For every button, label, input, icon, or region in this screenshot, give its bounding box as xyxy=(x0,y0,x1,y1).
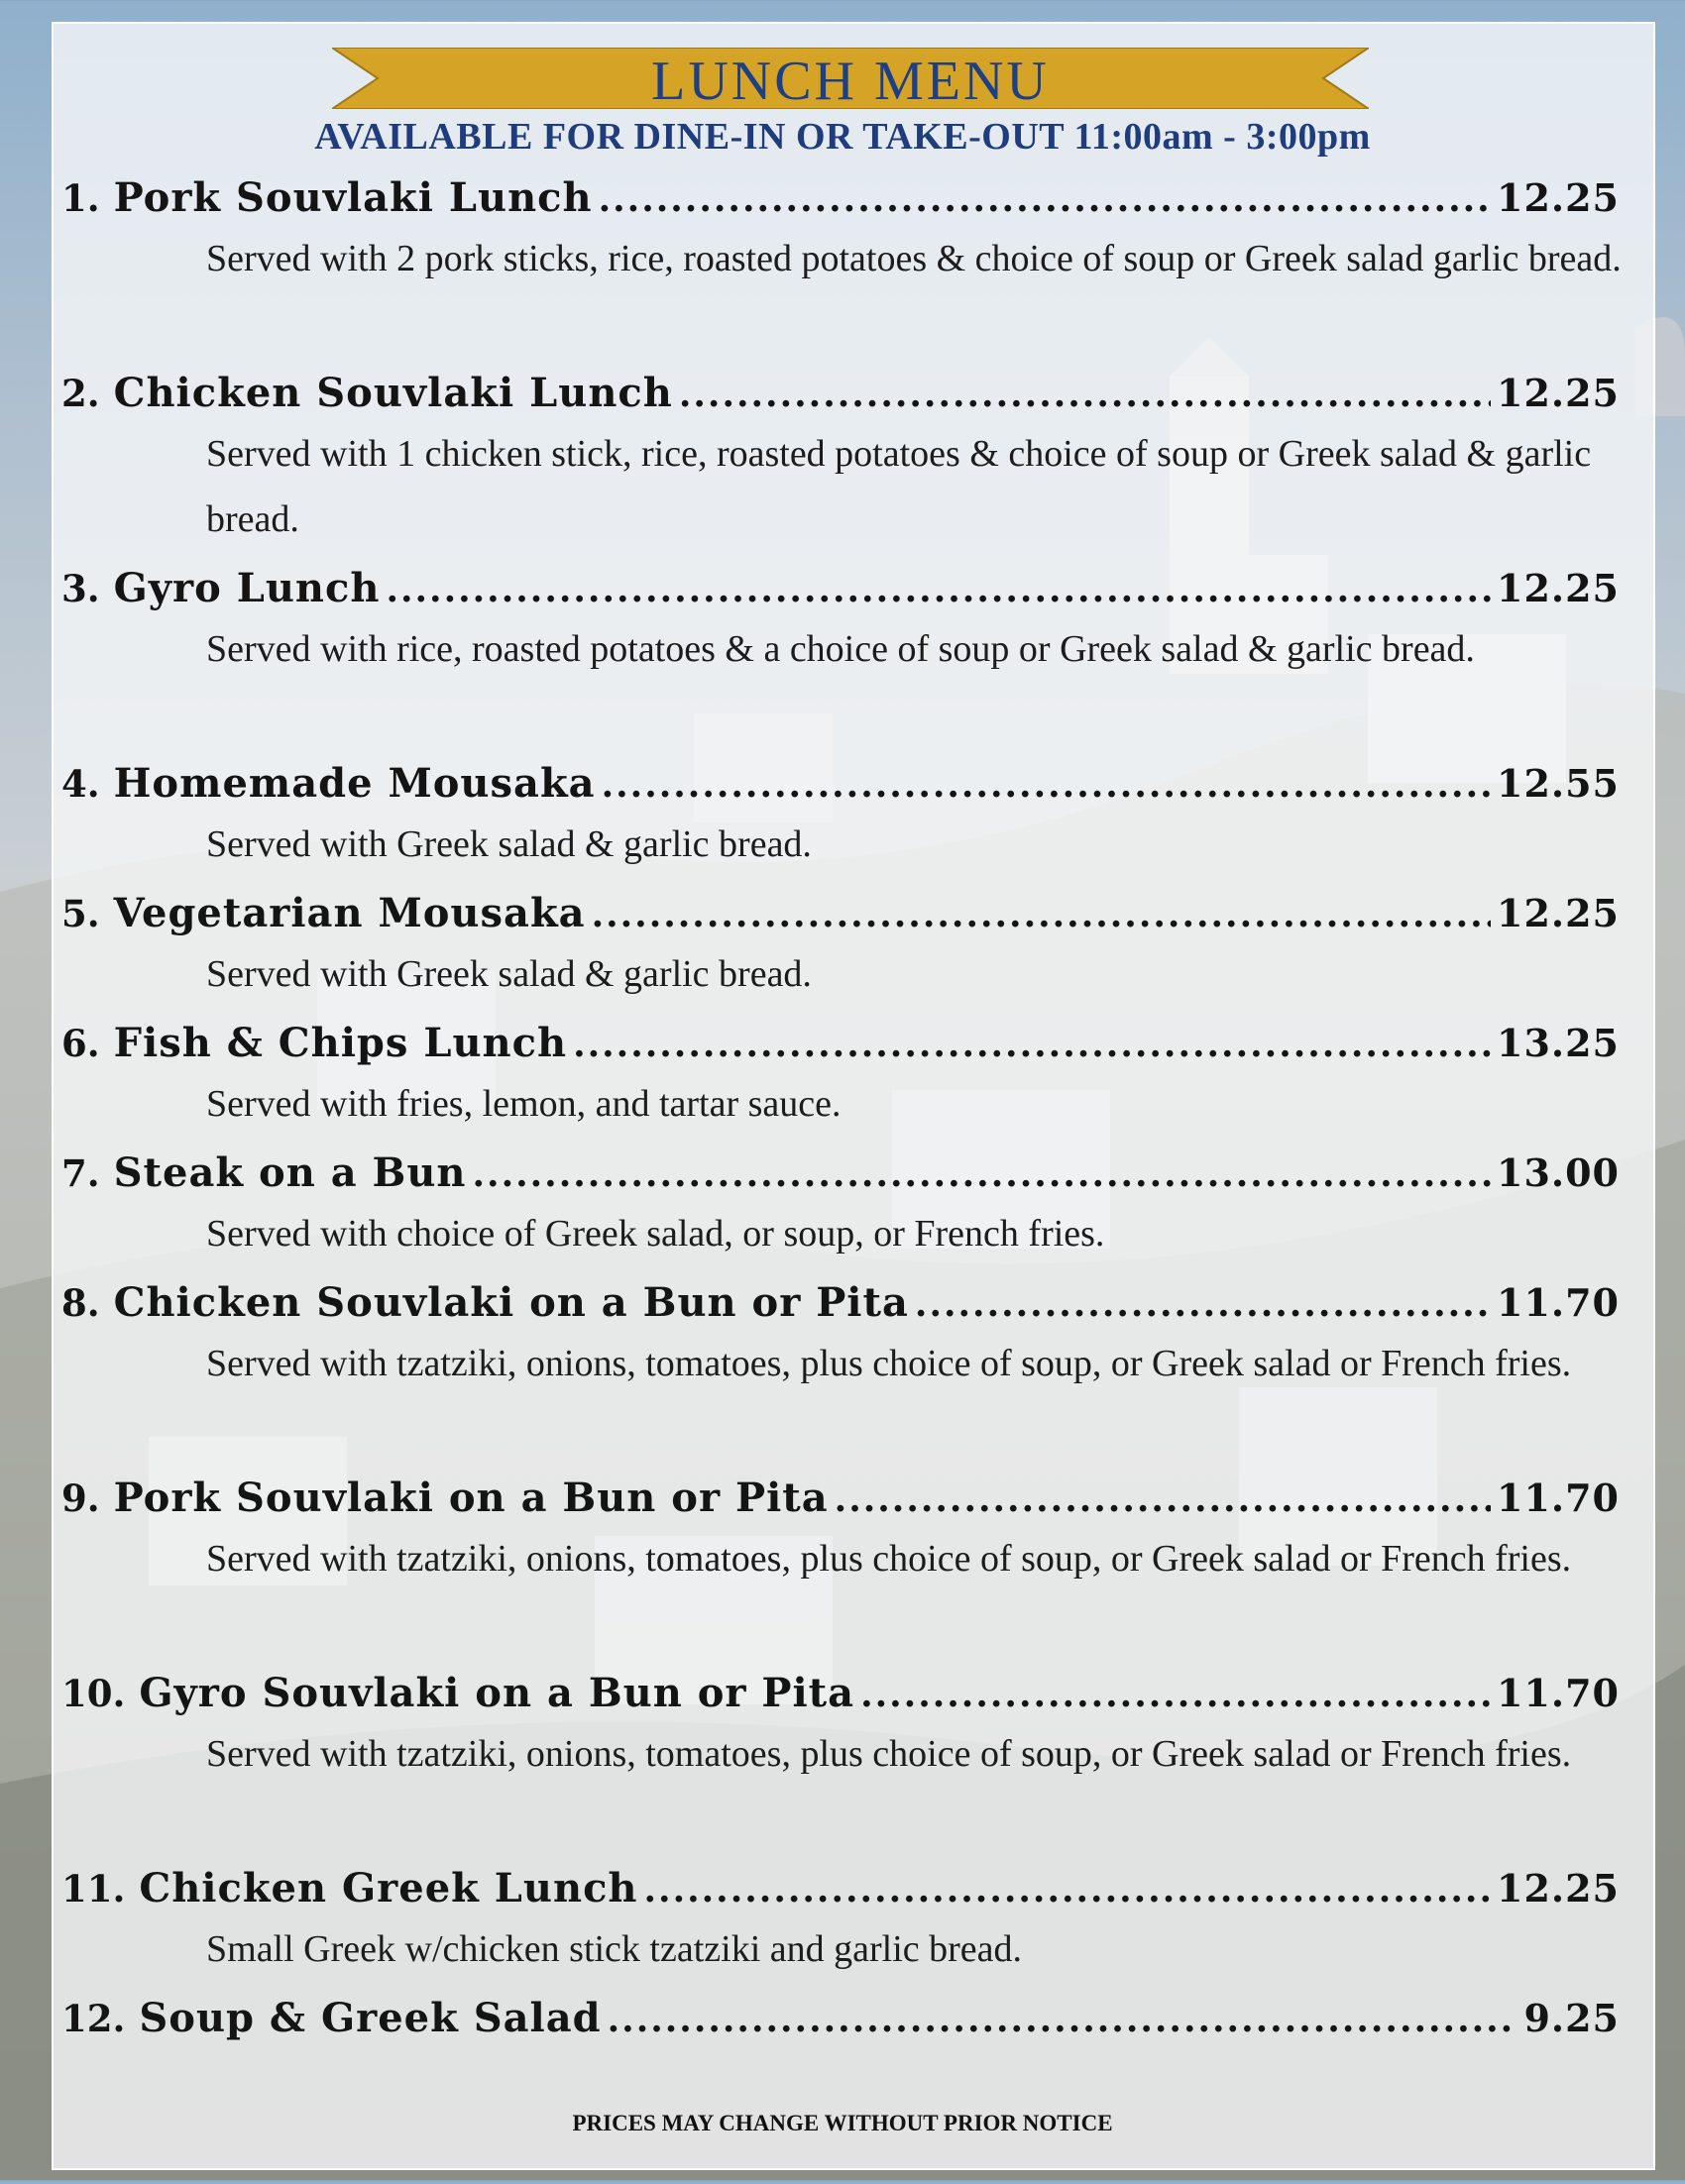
page-title: LUNCH MENU xyxy=(651,51,1050,112)
item-description: Served with 1 chicken stick, rice, roasted potatoes & choice of soup or Greek salad & garlic bread. xyxy=(206,433,1592,540)
item-price: 11.70 xyxy=(1497,1475,1620,1520)
dot-leader xyxy=(608,1992,1518,2047)
dot-leader xyxy=(679,367,1491,422)
item-price: 9.25 xyxy=(1523,1996,1620,2040)
item-name: Gyro Souvlaki on a Bun or Pita xyxy=(139,1670,855,1716)
item-price: 12.55 xyxy=(1497,761,1620,806)
item-price: 12.25 xyxy=(1497,371,1620,415)
item-number: 5. xyxy=(61,892,100,935)
item-number: 4. xyxy=(61,762,100,806)
item-number: 12. xyxy=(61,1997,126,2040)
menu-item xyxy=(61,1666,1620,1787)
item-description: Served with Greek salad & garlic bread. xyxy=(206,953,812,995)
item-price: 13.00 xyxy=(1497,1150,1620,1195)
dot-leader xyxy=(915,1276,1491,1332)
item-price: 12.25 xyxy=(1497,1866,1620,1911)
item-price: 12.25 xyxy=(1497,891,1620,935)
availability-subtitle: AVAILABLE FOR DINE-IN OR TAKE-OUT 11:00am - 3:00pm xyxy=(314,116,1371,158)
title-banner xyxy=(332,48,1369,112)
menu-item xyxy=(61,1471,1620,1591)
item-number: 9. xyxy=(61,1476,100,1520)
item-number: 11. xyxy=(61,1867,126,1911)
dot-leader xyxy=(860,1667,1491,1722)
item-name: Steak on a Bun xyxy=(113,1149,467,1196)
menu-item xyxy=(61,170,1620,291)
menu-item xyxy=(61,1275,1620,1396)
dot-leader xyxy=(644,1862,1491,1917)
item-description: Served with Greek salad & garlic bread. xyxy=(206,823,812,865)
item-number: 1. xyxy=(61,176,100,220)
item-description: Served with fries, lemon, and tartar sauce. xyxy=(206,1083,842,1125)
menu-item xyxy=(61,366,1620,552)
menu-item xyxy=(61,1016,1620,1137)
item-description: Small Greek w/chicken stick tzatziki and garlic bread. xyxy=(206,1928,1023,1970)
item-number: 8. xyxy=(61,1281,100,1325)
dot-leader xyxy=(473,1147,1491,1202)
menu-item xyxy=(61,1861,1620,1982)
item-description: Served with tzatziki, onions, tomatoes, plus choice of soup, or Greek salad or French fries. xyxy=(206,1343,1572,1384)
item-price: 12.25 xyxy=(1497,566,1620,610)
item-description: Served with tzatziki, onions, tomatoes, plus choice of soup, or Greek salad or French fries. xyxy=(206,1733,1572,1775)
item-name: Chicken Greek Lunch xyxy=(139,1865,638,1911)
item-description: Served with 2 pork sticks, rice, roasted potatoes & choice of soup or Greek salad garlic bread. xyxy=(206,238,1622,279)
item-name: Pork Souvlaki on a Bun or Pita xyxy=(113,1474,829,1521)
item-name: Pork Souvlaki Lunch xyxy=(113,174,593,221)
item-price: 12.25 xyxy=(1497,175,1620,220)
item-name: Vegetarian Mousaka xyxy=(113,890,586,936)
item-price: 11.70 xyxy=(1497,1671,1620,1715)
menu-item xyxy=(61,756,1620,877)
item-number: 10. xyxy=(61,1672,126,1715)
item-name: Chicken Souvlaki on a Bun or Pita xyxy=(113,1279,909,1326)
item-name: Chicken Souvlaki Lunch xyxy=(113,370,673,416)
dot-leader xyxy=(386,562,1491,617)
dot-leader xyxy=(573,1017,1491,1072)
item-number: 2. xyxy=(61,372,100,415)
item-name: Soup & Greek Salad xyxy=(139,1995,602,2041)
item-number: 7. xyxy=(61,1151,100,1195)
item-description: Served with rice, roasted potatoes & a choice of soup or Greek salad & garlic bread. xyxy=(206,628,1475,670)
dot-leader xyxy=(592,887,1491,942)
dot-leader xyxy=(602,757,1491,813)
menu-item xyxy=(61,886,1620,1007)
menu-item xyxy=(61,1991,1620,2046)
item-price: 11.70 xyxy=(1497,1280,1620,1325)
item-price: 13.25 xyxy=(1497,1021,1620,1065)
menu-item xyxy=(61,561,1620,682)
price-notice: PRICES MAY CHANGE WITHOUT PRIOR NOTICE xyxy=(572,2111,1113,2135)
item-name: Homemade Mousaka xyxy=(113,760,596,807)
item-description: Served with choice of Greek salad, or soup, or French fries. xyxy=(206,1213,1105,1255)
item-name: Gyro Lunch xyxy=(113,565,381,611)
dot-leader xyxy=(835,1472,1491,1527)
item-number: 3. xyxy=(61,567,100,610)
menu-item xyxy=(61,1146,1620,1266)
dot-leader xyxy=(599,171,1491,227)
item-name: Fish & Chips Lunch xyxy=(113,1020,568,1066)
item-description: Served with tzatziki, onions, tomatoes, plus choice of soup, or Greek salad or French fries. xyxy=(206,1538,1572,1580)
item-number: 6. xyxy=(61,1022,100,1065)
